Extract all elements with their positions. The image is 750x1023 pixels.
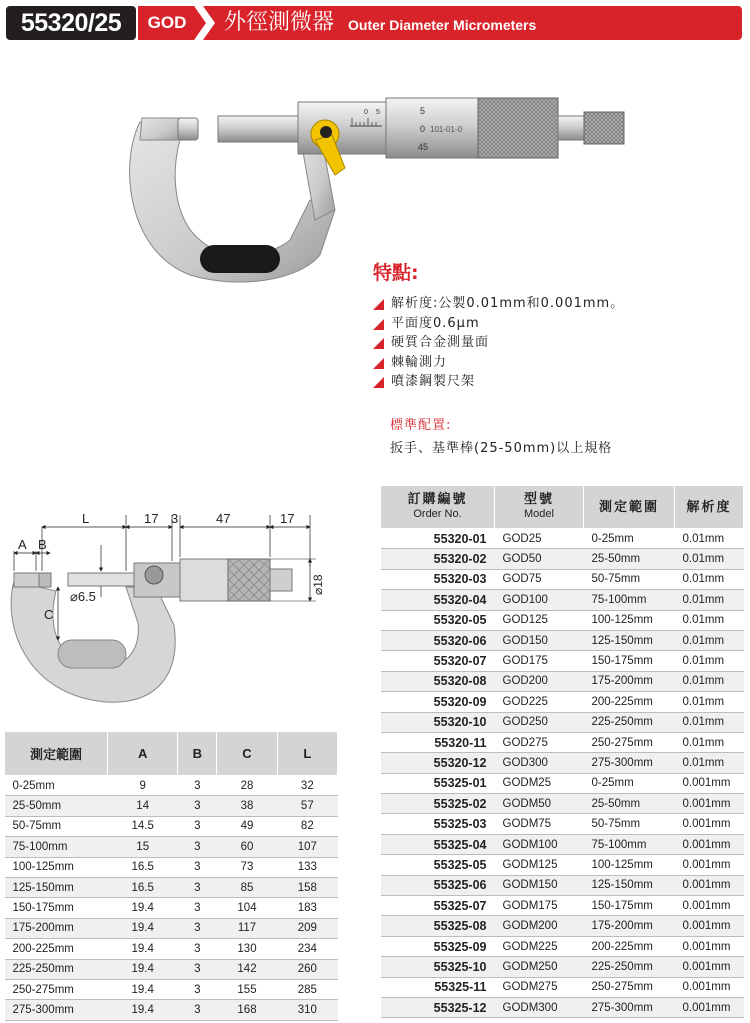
table-cell: GODM125 xyxy=(495,855,584,875)
table-cell: 275-300mm xyxy=(584,753,675,773)
table-cell: GOD100 xyxy=(495,590,584,610)
table-cell: 100-125mm xyxy=(584,855,675,875)
table-cell: 49 xyxy=(217,816,277,836)
table-cell: GOD125 xyxy=(495,610,584,630)
order-number-cell: 55320-02 xyxy=(381,549,495,569)
table-cell: 0.01mm xyxy=(675,569,744,589)
table-row xyxy=(5,979,338,999)
table-cell: 285 xyxy=(277,979,337,999)
table-cell: 0.001mm xyxy=(675,896,744,916)
order-number-cell: 55325-01 xyxy=(381,773,495,793)
table-cell: 73 xyxy=(217,857,277,877)
table-cell: 200-225mm xyxy=(5,939,108,959)
features-title: 特點: xyxy=(373,262,419,284)
col-header-range: 測定範圍 xyxy=(584,486,675,529)
table-cell: 130 xyxy=(217,939,277,959)
table-cell: GODM300 xyxy=(495,997,584,1017)
col-header: L xyxy=(277,732,337,776)
chevron-right-icon xyxy=(194,6,218,40)
table-cell: 3 xyxy=(178,877,217,897)
dim-C: C xyxy=(44,607,54,622)
table-cell: 200-225mm xyxy=(584,936,675,956)
table-cell: 50-75mm xyxy=(5,816,108,836)
table-row xyxy=(381,549,744,569)
table-cell: GOD300 xyxy=(495,753,584,773)
table-cell: GOD75 xyxy=(495,569,584,589)
table-cell: 50-75mm xyxy=(584,569,675,589)
order-number-cell: 55320-11 xyxy=(381,732,495,752)
order-number-cell: 55325-09 xyxy=(381,936,495,956)
table-cell: GODM25 xyxy=(495,773,584,793)
table-cell: 150-175mm xyxy=(5,898,108,918)
table-cell: 125-150mm xyxy=(584,875,675,895)
table-cell: 250-275mm xyxy=(584,732,675,752)
table-row xyxy=(381,936,744,956)
table-cell: 0.01mm xyxy=(675,692,744,712)
table-cell: 225-250mm xyxy=(584,712,675,732)
table-cell: 0.001mm xyxy=(675,957,744,977)
table-cell: 19.4 xyxy=(108,979,178,999)
triangle-bullet-icon xyxy=(373,299,384,310)
table-cell: GODM275 xyxy=(495,977,584,997)
table-cell: 0.001mm xyxy=(675,936,744,956)
table-cell: 0.01mm xyxy=(675,732,744,752)
order-number-cell: 55320-08 xyxy=(381,671,495,691)
table-cell: GOD200 xyxy=(495,671,584,691)
table-cell: 234 xyxy=(277,939,337,959)
table-cell: 3 xyxy=(178,898,217,918)
standard-title: 標準配置: xyxy=(390,418,452,433)
table-cell: 32 xyxy=(277,776,337,796)
table-cell: 0.001mm xyxy=(675,875,744,895)
order-number-cell: 55320-07 xyxy=(381,651,495,671)
order-number-cell: 55320-09 xyxy=(381,692,495,712)
dim-47: 47 xyxy=(216,511,231,526)
table-cell: GODM175 xyxy=(495,896,584,916)
feature-item: 硬質合金測量面 xyxy=(373,333,624,353)
col-header: A xyxy=(108,732,178,776)
order-number-cell: 55325-12 xyxy=(381,997,495,1017)
table-row xyxy=(381,916,744,936)
table-cell: 19.4 xyxy=(108,939,178,959)
table-cell: 25-50mm xyxy=(5,796,108,816)
table-cell: 82 xyxy=(277,816,337,836)
order-number-cell: 55325-11 xyxy=(381,977,495,997)
table-cell: 125-150mm xyxy=(5,877,108,897)
table-cell: 19.4 xyxy=(108,898,178,918)
dim-phi65: ⌀6.5 xyxy=(70,589,96,604)
order-number-cell: 55320-01 xyxy=(381,529,495,549)
order-number-cell: 55325-05 xyxy=(381,855,495,875)
table-cell: 57 xyxy=(277,796,337,816)
table-row xyxy=(381,896,744,916)
table-row xyxy=(5,959,338,979)
order-number-cell: 55325-10 xyxy=(381,957,495,977)
triangle-bullet-icon xyxy=(373,319,384,330)
table-cell: 0.01mm xyxy=(675,590,744,610)
table-cell: 0.01mm xyxy=(675,712,744,732)
title-zh: 外徑測微器 xyxy=(224,10,335,35)
table-cell: 3 xyxy=(178,837,217,857)
table-cell: 275-300mm xyxy=(5,1000,108,1020)
table-row xyxy=(381,610,744,630)
table-cell: 3 xyxy=(178,796,217,816)
order-number-cell: 55325-02 xyxy=(381,794,495,814)
table-cell: 0.001mm xyxy=(675,997,744,1017)
table-cell: 3 xyxy=(178,939,217,959)
order-number-cell: 55325-03 xyxy=(381,814,495,834)
table-cell: 0.01mm xyxy=(675,753,744,773)
table-row xyxy=(5,898,338,918)
table-cell: GOD25 xyxy=(495,529,584,549)
table-cell: 75-100mm xyxy=(584,834,675,854)
table-cell: 19.4 xyxy=(108,959,178,979)
table-row xyxy=(381,855,744,875)
table-cell: 3 xyxy=(178,1000,217,1020)
table-row xyxy=(381,692,744,712)
table-row xyxy=(381,651,744,671)
table-row xyxy=(381,875,744,895)
order-number-cell: 55320-03 xyxy=(381,569,495,589)
order-table xyxy=(380,485,744,1018)
order-number-cell: 55320-10 xyxy=(381,712,495,732)
dim-L: L xyxy=(82,511,90,526)
table-cell: 0-25mm xyxy=(5,776,108,796)
table-cell: 85 xyxy=(217,877,277,897)
dimension-table xyxy=(4,731,338,1021)
table-row xyxy=(5,939,338,959)
table-header-row xyxy=(381,486,744,529)
table-cell: 250-275mm xyxy=(5,979,108,999)
thimble-mark: 0 xyxy=(420,124,426,134)
table-cell: GOD50 xyxy=(495,549,584,569)
table-cell: 3 xyxy=(178,857,217,877)
table-header-row xyxy=(5,732,338,776)
table-cell: GODM225 xyxy=(495,936,584,956)
brand-badge: GOD xyxy=(138,6,196,40)
thimble-mark: 45 xyxy=(418,142,429,152)
table-cell: 225-250mm xyxy=(584,957,675,977)
order-number-cell: 55320-04 xyxy=(381,590,495,610)
table-cell: 0.01mm xyxy=(675,651,744,671)
table-cell: GOD250 xyxy=(495,712,584,732)
table-cell: GODM200 xyxy=(495,916,584,936)
table-cell: GOD175 xyxy=(495,651,584,671)
table-row xyxy=(381,794,744,814)
feature-item: 噴漆鋼製尺架 xyxy=(373,372,624,392)
table-cell: 60 xyxy=(217,837,277,857)
table-cell: GODM150 xyxy=(495,875,584,895)
dim-3: 3 xyxy=(171,511,179,526)
table-row xyxy=(5,776,338,796)
table-cell: 19.4 xyxy=(108,918,178,938)
thimble-code: 101-01-0 xyxy=(430,125,463,134)
order-number-cell: 55320-06 xyxy=(381,630,495,650)
table-row xyxy=(381,957,744,977)
table-cell: 150-175mm xyxy=(584,896,675,916)
table-cell: 3 xyxy=(178,918,217,938)
triangle-bullet-icon xyxy=(373,358,384,369)
triangle-bullet-icon xyxy=(373,377,384,388)
table-row xyxy=(381,712,744,732)
table-cell: 75-100mm xyxy=(584,590,675,610)
feature-item: 平面度0.6μm xyxy=(373,314,624,334)
order-number-cell: 55320-12 xyxy=(381,753,495,773)
table-cell: 25-50mm xyxy=(584,794,675,814)
table-cell: 3 xyxy=(178,776,217,796)
table-cell: 0.001mm xyxy=(675,794,744,814)
table-cell: 0.01mm xyxy=(675,630,744,650)
table-row xyxy=(381,529,744,549)
table-cell: 3 xyxy=(178,816,217,836)
table-cell: 0.001mm xyxy=(675,773,744,793)
table-row xyxy=(381,977,744,997)
table-cell: 0.01mm xyxy=(675,549,744,569)
table-row xyxy=(5,918,338,938)
table-row xyxy=(381,590,744,610)
dim-B: B xyxy=(38,537,47,552)
table-cell: 0.001mm xyxy=(675,814,744,834)
col-header-order: 訂購編號 Order No. xyxy=(381,486,495,529)
scale-mark: 0 xyxy=(364,109,368,116)
table-cell: 9 xyxy=(108,776,178,796)
table-cell: GOD225 xyxy=(495,692,584,712)
table-row xyxy=(381,753,744,773)
scale-mark: 5 xyxy=(376,109,380,116)
table-cell: 0.001mm xyxy=(675,916,744,936)
table-cell: 100-125mm xyxy=(584,610,675,630)
table-cell: 175-200mm xyxy=(5,918,108,938)
table-row xyxy=(5,1000,338,1020)
order-number-cell: 55325-06 xyxy=(381,875,495,895)
order-number-cell: 55325-08 xyxy=(381,916,495,936)
table-cell: 158 xyxy=(277,877,337,897)
page-header xyxy=(0,0,750,46)
table-cell: 0.01mm xyxy=(675,529,744,549)
table-cell: GODM100 xyxy=(495,834,584,854)
thimble-mark: 5 xyxy=(420,106,426,116)
table-row xyxy=(5,877,338,897)
table-row xyxy=(381,834,744,854)
table-cell: 0-25mm xyxy=(584,529,675,549)
table-cell: 16.5 xyxy=(108,877,178,897)
table-cell: 0.01mm xyxy=(675,671,744,691)
table-cell: 19.4 xyxy=(108,1000,178,1020)
order-number-cell: 55325-07 xyxy=(381,896,495,916)
table-cell: 155 xyxy=(217,979,277,999)
table-cell: 0.001mm xyxy=(675,855,744,875)
table-cell: 183 xyxy=(277,898,337,918)
table-cell: 3 xyxy=(178,959,217,979)
table-row xyxy=(5,796,338,816)
table-cell: 0.01mm xyxy=(675,610,744,630)
table-cell: 125-150mm xyxy=(584,630,675,650)
table-cell: 250-275mm xyxy=(584,977,675,997)
table-cell: 175-200mm xyxy=(584,916,675,936)
dimension-drawing xyxy=(6,505,342,705)
table-cell: GOD275 xyxy=(495,732,584,752)
col-header: B xyxy=(178,732,217,776)
table-cell: 0-25mm xyxy=(584,773,675,793)
table-cell: 200-225mm xyxy=(584,692,675,712)
table-cell: 0.001mm xyxy=(675,834,744,854)
table-cell: GOD150 xyxy=(495,630,584,650)
title-en: Outer Diameter Micrometers xyxy=(348,17,537,33)
dim-17a: 17 xyxy=(144,511,159,526)
col-header-resolution: 解析度 xyxy=(675,486,744,529)
table-cell: 209 xyxy=(277,918,337,938)
table-cell: 16.5 xyxy=(108,857,178,877)
dim-A: A xyxy=(18,537,27,552)
table-cell: 142 xyxy=(217,959,277,979)
table-row xyxy=(5,857,338,877)
table-cell: GODM250 xyxy=(495,957,584,977)
table-row xyxy=(5,837,338,857)
table-cell: 38 xyxy=(217,796,277,816)
table-row xyxy=(381,814,744,834)
table-cell: 150-175mm xyxy=(584,651,675,671)
table-row xyxy=(381,773,744,793)
table-row xyxy=(381,732,744,752)
table-cell: 50-75mm xyxy=(584,814,675,834)
table-cell: 75-100mm xyxy=(5,837,108,857)
table-cell: 15 xyxy=(108,837,178,857)
standard-text: 扳手、基準棒(25-50mm)以上規格 xyxy=(390,441,613,456)
table-cell: 175-200mm xyxy=(584,671,675,691)
table-row xyxy=(5,816,338,836)
feature-item: 解析度:公製0.01mm和0.001mm。 xyxy=(373,294,624,314)
order-number-cell: 55320-05 xyxy=(381,610,495,630)
dim-17b: 17 xyxy=(280,511,295,526)
order-number-cell: 55325-04 xyxy=(381,834,495,854)
triangle-bullet-icon xyxy=(373,338,384,349)
table-cell: 14 xyxy=(108,796,178,816)
table-cell: 107 xyxy=(277,837,337,857)
table-cell: 260 xyxy=(277,959,337,979)
table-cell: 3 xyxy=(178,979,217,999)
table-row xyxy=(381,671,744,691)
col-header: 測定範圍 xyxy=(5,732,108,776)
table-cell: GODM75 xyxy=(495,814,584,834)
feature-item: 棘輪測力 xyxy=(373,353,624,373)
title-bar xyxy=(216,6,742,40)
features-list xyxy=(373,294,624,392)
table-row xyxy=(381,997,744,1017)
table-cell: 0.001mm xyxy=(675,977,744,997)
table-cell: 275-300mm xyxy=(584,997,675,1017)
table-row xyxy=(381,630,744,650)
product-code: 55320/25 xyxy=(6,6,136,40)
col-header: C xyxy=(217,732,277,776)
table-cell: 117 xyxy=(217,918,277,938)
table-cell: GODM50 xyxy=(495,794,584,814)
col-header-model: 型號 Model xyxy=(495,486,584,529)
table-cell: 133 xyxy=(277,857,337,877)
table-cell: 168 xyxy=(217,1000,277,1020)
table-cell: 14.5 xyxy=(108,816,178,836)
table-row xyxy=(381,569,744,589)
table-cell: 104 xyxy=(217,898,277,918)
dim-phi18: ⌀18 xyxy=(311,574,325,595)
table-cell: 25-50mm xyxy=(584,549,675,569)
table-cell: 310 xyxy=(277,1000,337,1020)
table-cell: 225-250mm xyxy=(5,959,108,979)
table-cell: 100-125mm xyxy=(5,857,108,877)
table-cell: 28 xyxy=(217,776,277,796)
